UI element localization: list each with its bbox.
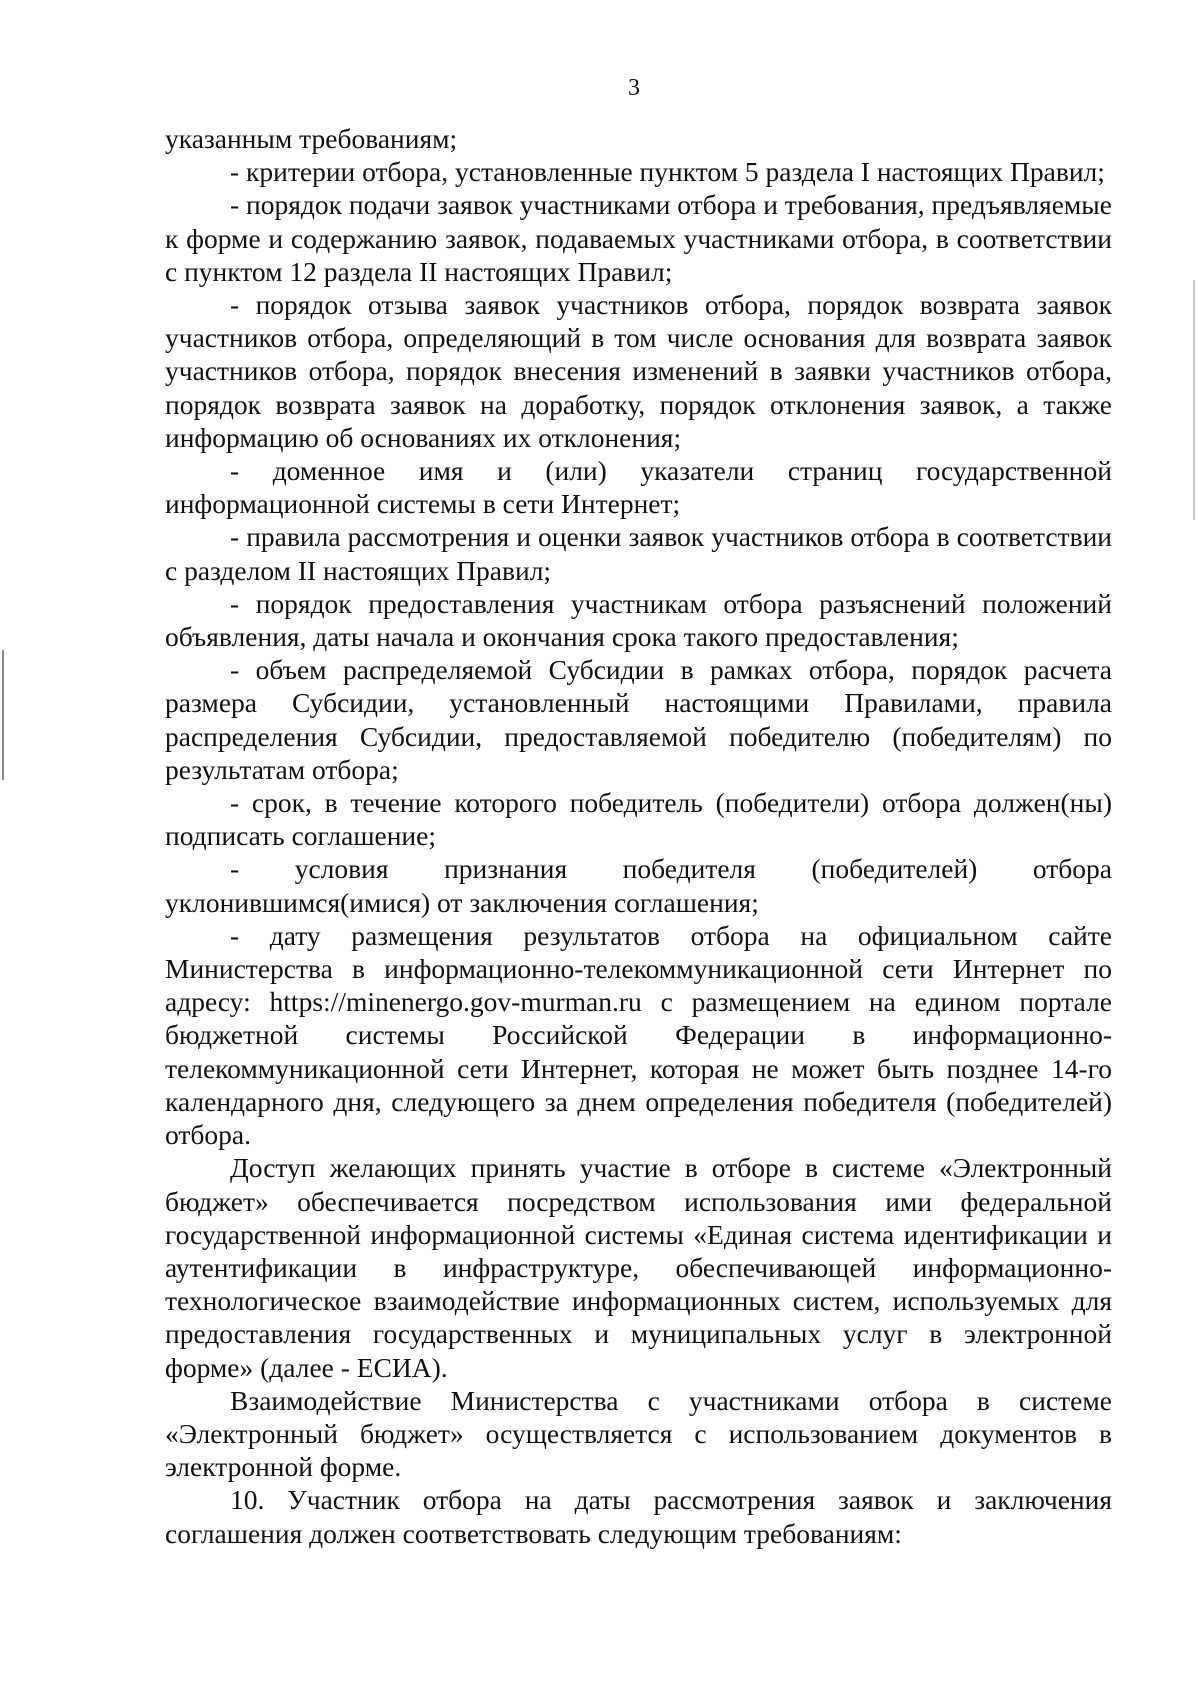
list-item-results-publication: - дату размещения результатов отбора на официальном сайте Министерства в информационно-телекоммуникационной сети Интернет по адресу: https://minenergo.gov-murman.ru с размещением на едином портале бюджетной системы Российской Федерации в информационно-телекоммуникационной сети Интернет, которая не может быть позднее 14-го календарного дня, следующего за днем определения победителя (победителей) отбора.: [165, 919, 1112, 1151]
list-item-signing-deadline: - срок, в течение которого победитель (победители) отбора должен(ны) подписать соглашение;: [165, 787, 1112, 852]
list-item-withdrawal-procedure: - порядок отзыва заявок участников отбора, порядок возврата заявок участников отбора, определяющий в том числе основания для возврата заявок участников отбора, порядок внесения изменений в заявки участников отбора, порядок возврата заявок на доработку, порядок отклонения заявок, а также информацию об основаниях их отклонения;: [165, 289, 1112, 453]
list-item-evasion-conditions: - условия признания победителя (победителей) отбора уклонившимся(имися) от заключения соглашения;: [165, 853, 1112, 918]
page-number: 3: [628, 75, 640, 101]
list-item-subsidy-volume: - объем распределяемой Субсидии в рамках отбора, порядок расчета размера Субсидии, установленный настоящими Правилами, правила распределения Субсидии, предоставляемой победителю (победителям) по результатам отбора;: [165, 654, 1112, 785]
paragraph-ministry-interaction: Взаимодействие Министерства с участниками отбора в системе «Электронный бюджет» осуществляется с использованием документов в электронной форме.: [165, 1384, 1112, 1483]
list-item-clarifications: - порядок предоставления участникам отбора разъяснений положений объявления, даты начала и окончания срока такого предоставления;: [165, 587, 1112, 653]
list-item-selection-criteria: - критерии отбора, установленные пунктом 5 раздела I настоящих Правил;: [230, 156, 1105, 188]
paragraph-item-10: 10. Участник отбора на даты рассмотрения заявок и заключения соглашения должен соответствовать следующим требованиям:: [165, 1484, 1112, 1549]
scan-edge-mark-right: [1193, 280, 1195, 520]
document-body: [165, 122, 1112, 1550]
paragraph-esia-access: Доступ желающих принять участие в отборе в системе «Электронный бюджет» обеспечивается посредством использования ими федеральной государственной информационной системы «Единая система идентификации и аутентификации в инфраструктуре, обеспечивающей информационно-технологическое взаимодействие информационных систем, используемых для предоставления государственных и муниципальных услуг в электронной форме» (далее - ЕСИА).: [165, 1152, 1112, 1383]
list-item-domain-name: - доменное имя и (или) указатели страниц государственной информационной системы в сети Интернет;: [165, 455, 1112, 520]
list-item-evaluation-rules: - правила рассмотрения и оценки заявок участников отбора в соответствии с разделом II настоящих Правил;: [165, 521, 1112, 586]
paragraph-continuation: указанным требованиям;: [165, 123, 458, 154]
scan-edge-mark-left: [2, 650, 4, 780]
list-item-application-procedure: - порядок подачи заявок участниками отбора и требования, предъявляемые к форме и содержанию заявок, подаваемых участниками отбора, в соответствии с пунктом 12 раздела II настоящих Правил;: [165, 189, 1112, 287]
